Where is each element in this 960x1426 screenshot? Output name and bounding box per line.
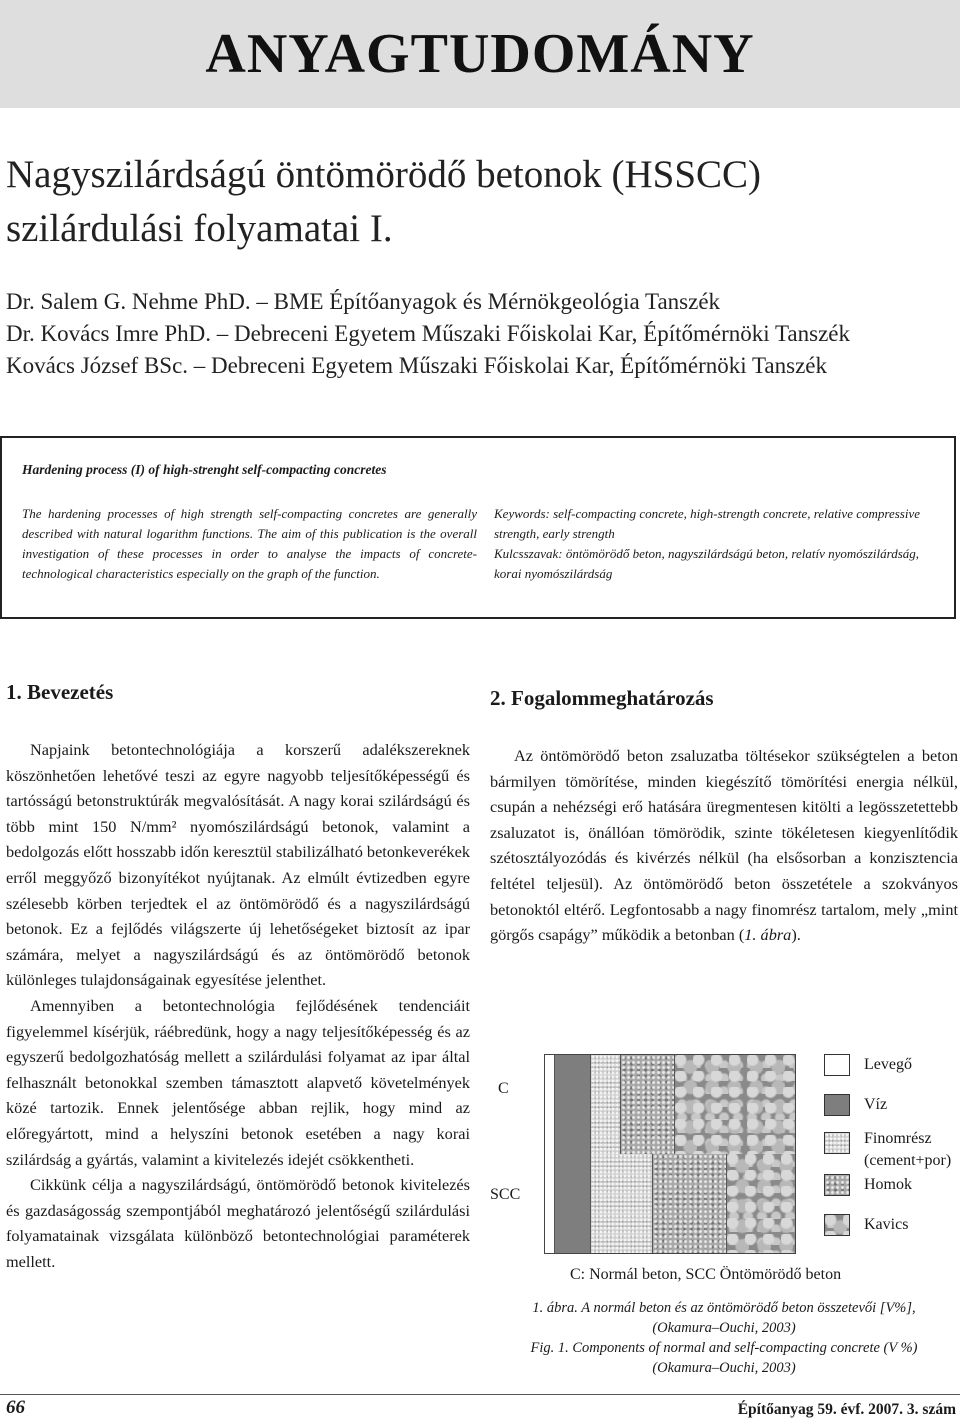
- author-line: Kovács József BSc. – Debreceni Egyetem Műszaki Főiskolai Kar, Építőmérnöki Tanszék: [6, 353, 828, 378]
- keywords-en: Keywords: self-compacting concrete, high-strength concrete, relative compressive strength, early strength: [494, 506, 920, 541]
- paragraph: Amennyiben a betontechnológia fejlődésének tendenciáit figyelemmel kísérjük, ráébredünk, hogy a nagy teljesítőképesség és az egyszerű bedolgozhatóság mellett a szilárdulási folyamat az ipar által felhasznált betonokkal szemben támasztott alapvető követelmények közé tartozik. Ennek jelentősége abban rejlik, hogy mind az előregyártott, mind a helyszíni betonok esetében a nagy korai szilárdság a gyártás, valamint a kivitelezés idejét csökkentheti.: [6, 995, 470, 1169]
- abstract-text: The hardening processes of high strength self-compacting concretes are generally described with natural logarithm functions. The aim of this publication is the overall investigation of these processes in order to analyse the impacts of concrete-technological characteristics especially on the graph of the function.: [22, 506, 477, 581]
- paragraph: Cikkünk célja a nagyszilárdságú, öntömörödő betonok kivitelezés és gazdaságosság szempontjából meghatározó jelentőségű szilárdulási folyamatainak vizsgálata különböző betontechnológiai paraméterek mellett.: [6, 1175, 470, 1271]
- footer-divider: [0, 1394, 960, 1395]
- section-title: ANYAGTUDOMÁNY: [205, 23, 755, 85]
- row-label-scc: SCC: [490, 1186, 521, 1203]
- article-title-line2: szilárdulási folyamatai I.: [6, 207, 393, 250]
- legend-swatch: [824, 1094, 850, 1116]
- sand-segment: [621, 1055, 675, 1154]
- gravel-segment: [675, 1055, 795, 1154]
- sand-segment: [653, 1154, 727, 1253]
- article-title: [6, 148, 761, 256]
- gravel-segment: [727, 1154, 795, 1253]
- keywords-hu: Kulcsszavak: öntömörödő beton, nagyszilárdságú beton, relatív nyomószilárdság, korai nyomószilárdság: [494, 546, 920, 581]
- abstract-title: Hardening process (I) of high-strenght self-compacting concretes: [22, 462, 387, 477]
- author-line: Dr. Salem G. Nehme PhD. – BME Építőanyagok és Mérnökgeológia Tanszék: [6, 289, 721, 314]
- figure-reference[interactable]: 1. ábra: [744, 925, 792, 945]
- scc-bar: [545, 1154, 795, 1253]
- fines-segment: [591, 1055, 621, 1154]
- page-number: 66: [6, 1397, 25, 1418]
- legend-swatch: [824, 1132, 850, 1154]
- water-segment: [555, 1154, 591, 1253]
- author-list: [6, 286, 850, 382]
- section-heading-definitions: 2. Fogalommeghatározás: [490, 686, 714, 710]
- row-label-normal: C: [498, 1080, 509, 1097]
- definitions-body: [490, 743, 958, 948]
- journal-info: Építőanyag 59. évf. 2007. 3. szám: [737, 1401, 956, 1418]
- abstract-box: [0, 436, 956, 619]
- water-segment: [555, 1055, 591, 1154]
- air-segment: [545, 1154, 555, 1253]
- legend-swatch: [824, 1214, 850, 1236]
- keywords: [494, 504, 940, 584]
- legend-swatch: [824, 1174, 850, 1196]
- article-title-line1: Nagyszilárdságú öntömörödő betonok (HSSCC): [6, 153, 762, 196]
- figure-components: C SCC Levegő Víz Finomrész (cement+por) Homok Kavics C: Normál beton, SCC Öntömörödő beton: [490, 1056, 952, 1283]
- author-line: Dr. Kovács Imre PhD. – Debreceni Egyetem Műszaki Főiskolai Kar, Építőmérnöki Tanszék: [6, 321, 851, 346]
- section-banner: [0, 0, 960, 108]
- air-segment: [545, 1055, 555, 1154]
- fines-segment: [591, 1154, 653, 1253]
- figure-key: C: Normál beton, SCC Öntömörödő beton: [570, 1266, 842, 1283]
- normal-concrete-bar: [545, 1055, 795, 1155]
- paragraph: Napjaink betontechnológiája a korszerű adalékszereknek köszönhetően lehetővé teszi az egyre nagyobb teljesítőképességű és tartósságú betonstruktúrák megvalósítását. A nagy korai szilárdságú és több mint 150 N/mm² nyomószilárdságú betonok, valamint a bedolgozás előtt hosszabb időn keresztül stabilizálható betonkeverékek erről meggyőző bizonyítékot nyújtanak. Az elmúlt évtizedben egyre szélesebb körben terjedtek el az öntömörödő és a nagyszilárdságú betonok. Ez a fejlődés világszerte új lehetőségeket biztosít az ipar számára, melyet a nagyszilárdságú és az öntömörödő betonok különleges tulajdonságainak egyesítése jelenthet.: [6, 740, 470, 990]
- section-heading-introduction: 1. Bevezetés: [6, 680, 114, 704]
- introduction-body: [6, 737, 470, 1274]
- paragraph: Az öntömörödő beton zsaluzatba töltésekor szükségtelen a beton bármilyen tömörítése, minden kiegészítő tömörítési energia nélkül, csupán a nehézségi erő hatására üregmentesen kitölti a legösszetettebb zsaluzatot is, önállóan tömörödik, szinte tökéletesen kiegyenlítődik szétosztályozódás és kivérzés nélkül (ha elsősorban a konzisztencia feltétel teljesül). Az öntömörödő beton összetétele a szokványos betonoktól eltérő. Legfontosabb a nagy finomrész tartalom, mely „mint görgős csapágy” működik a betonban (1. ábra).: [490, 746, 958, 945]
- composition-bars: [544, 1054, 796, 1254]
- legend-swatch: [824, 1054, 850, 1076]
- figure-caption: 1. ábra. A normál beton és az öntömörödő beton összetevői [V%], (Okamura–Ouchi, 2003) Fig. 1. Components of normal and self-compacting concrete (V %) (Okamura–Ouchi, 2003): [530, 1300, 918, 1376]
